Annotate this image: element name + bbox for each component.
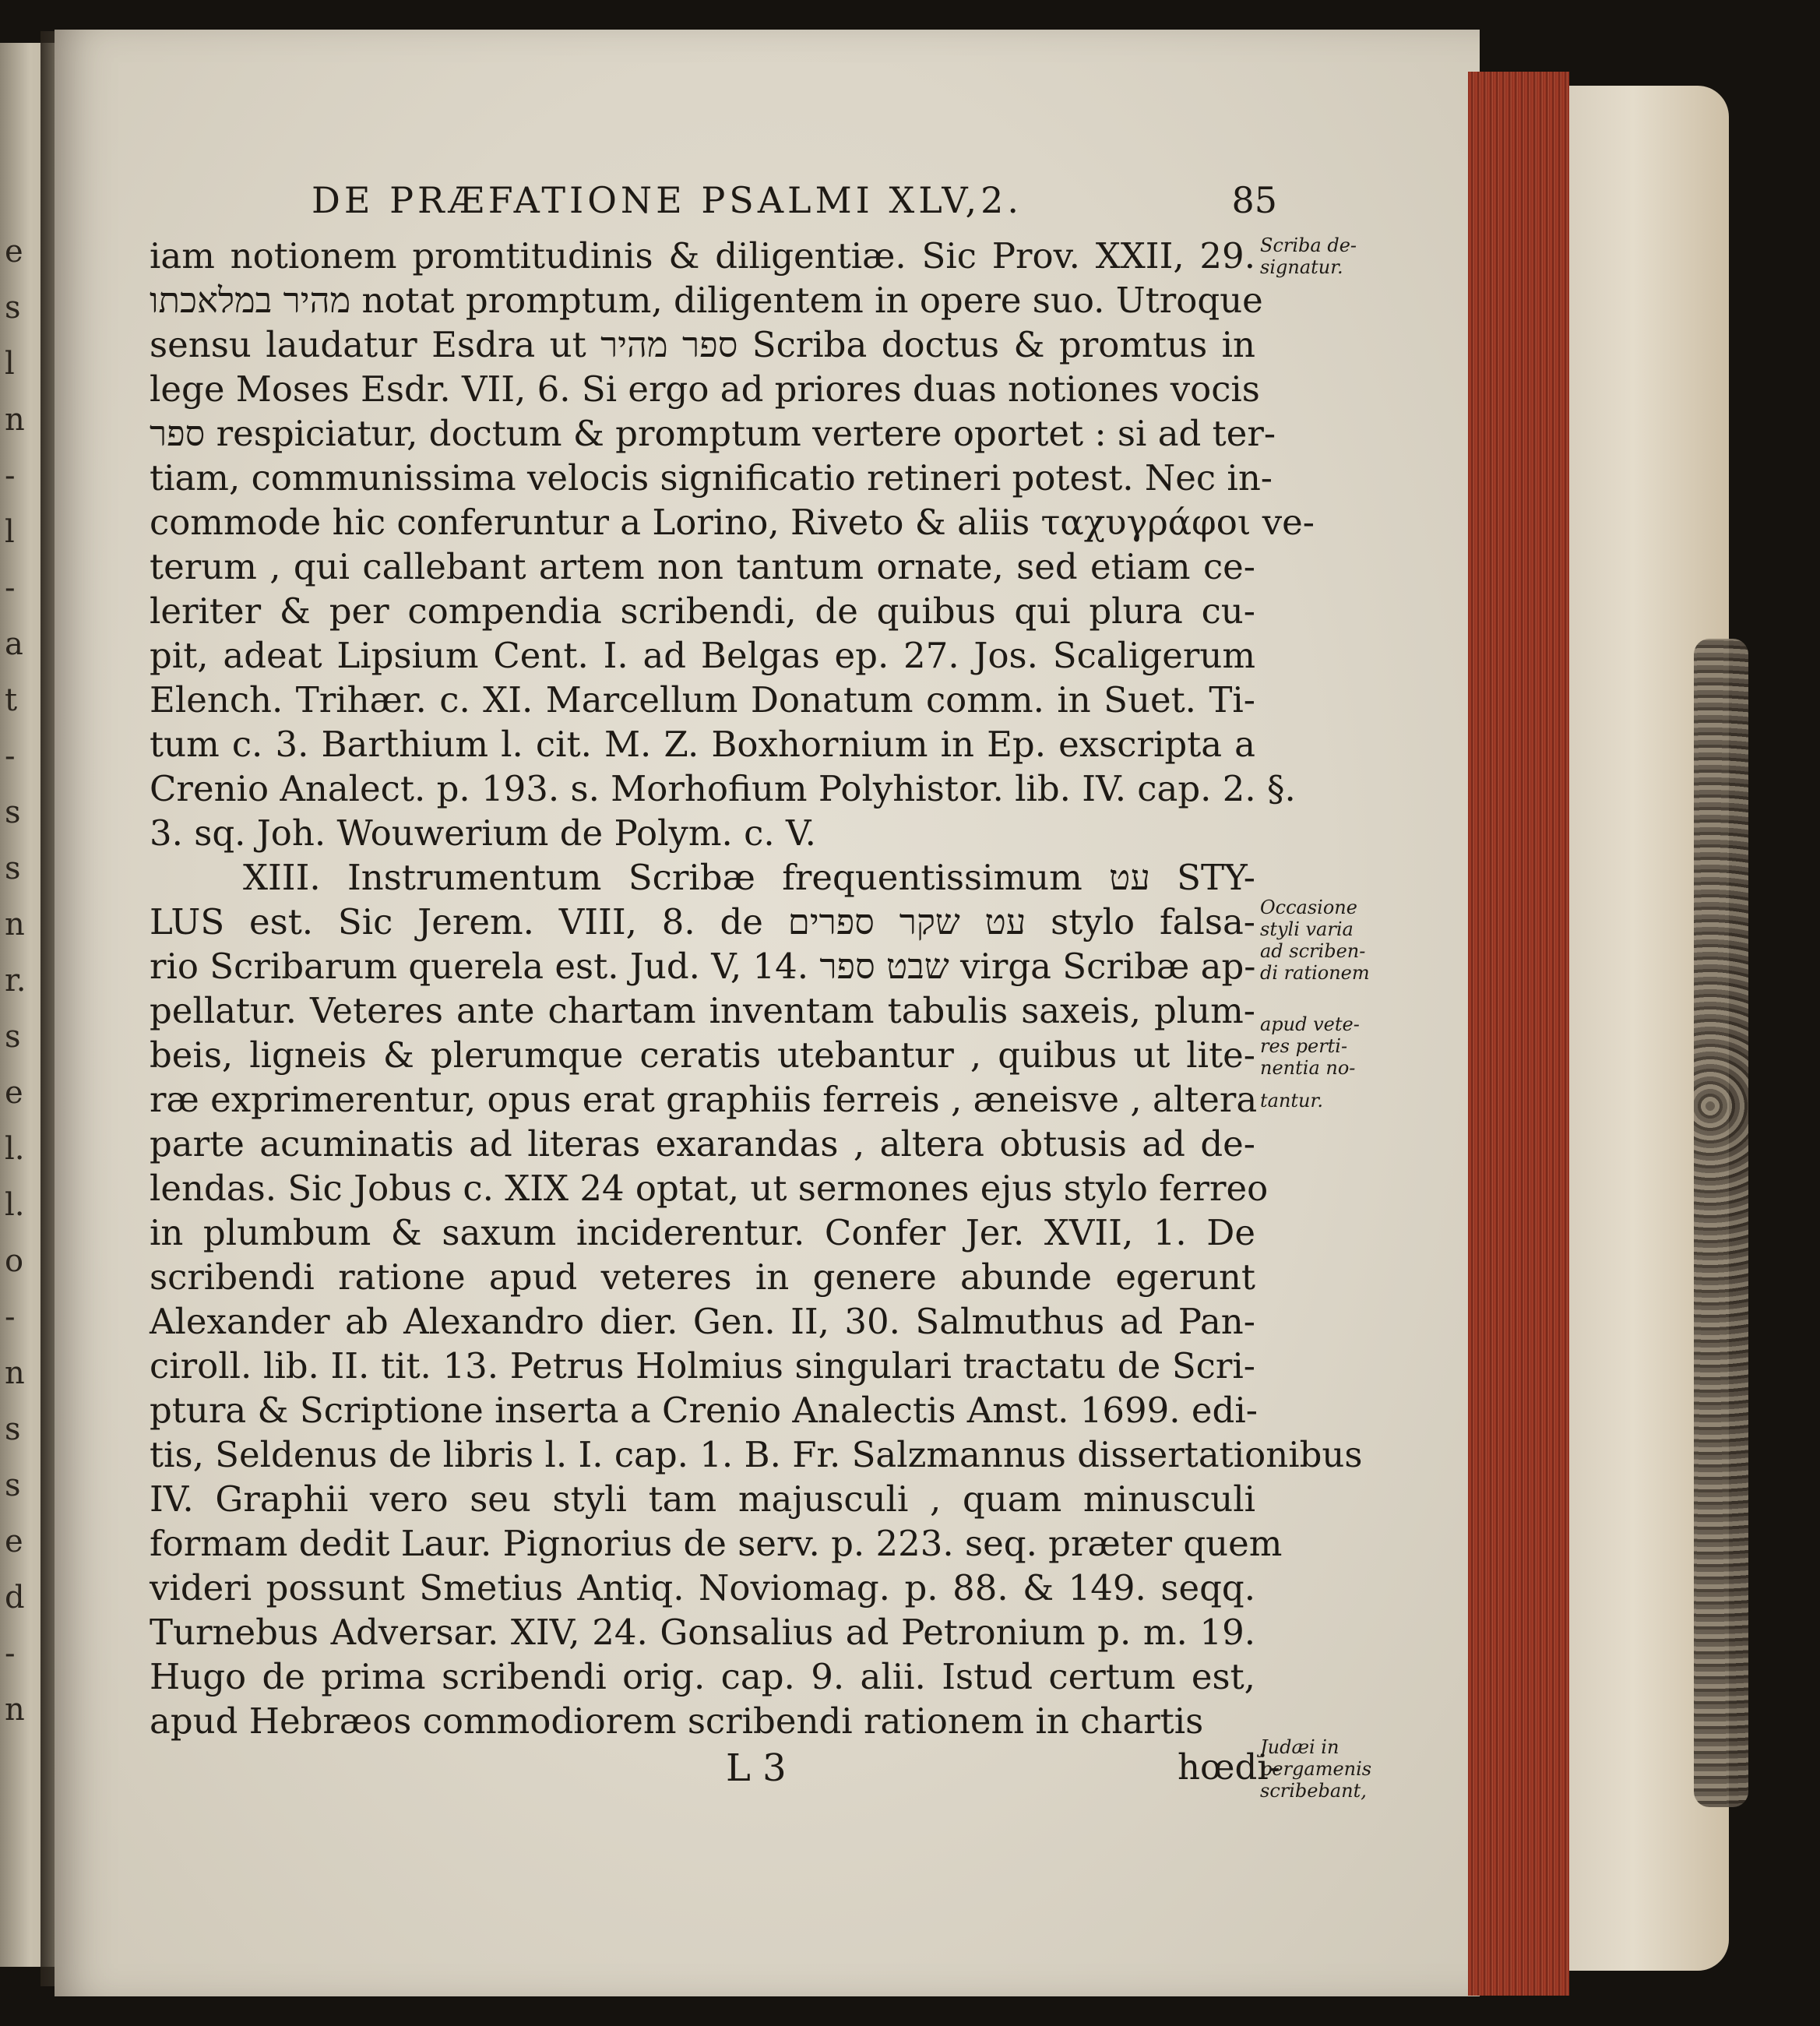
margin-note: Scriba de- — [1260, 234, 1357, 256]
previous-page-letter: s — [5, 290, 21, 326]
text-line: videri possunt Smetius Antiq. Noviomag. p. 88. & 149. seqq. — [150, 1567, 1255, 1608]
page-leaf — [55, 30, 1480, 1996]
text-line: Hugo de prima scribendi orig. cap. 9. alii. Istud certum est, — [150, 1656, 1255, 1697]
margin-note: tantur. — [1260, 1090, 1323, 1112]
previous-page-letter: s — [5, 1019, 21, 1055]
margin-note: Judæi in — [1260, 1736, 1339, 1758]
text-line: tum c. 3. Barthium l. cit. M. Z. Boxhornium in Ep. exscripta a — [150, 724, 1255, 765]
text-line: in plumbum & saxum inciderentur. Confer Jer. XVII, 1. De — [150, 1212, 1255, 1253]
margin-note: Occasione — [1260, 897, 1357, 918]
text-line: tiam, communissima velocis significatio retineri potest. Nec in- — [150, 457, 1273, 499]
previous-page-letter: n — [5, 1355, 25, 1391]
page-number: 85 — [1231, 179, 1277, 221]
previous-page-letter: t — [5, 682, 18, 718]
previous-page-letter: l — [5, 346, 15, 382]
page-edges-red — [1468, 72, 1569, 1996]
text-line: מהיר במלאכתו notat promptum, diligentem in opere suo. Utroque — [150, 280, 1263, 321]
marbled-cover-edge — [1694, 639, 1748, 1807]
text-line: apud Hebræos commodiorem scribendi rationem in chartis — [150, 1700, 1204, 1742]
text-line: ræ exprimerentur, opus erat graphiis ferreis , æneisve , altera — [150, 1079, 1258, 1120]
margin-note: di rationem — [1260, 962, 1370, 984]
page-footer — [150, 1746, 1280, 1793]
signature-mark: L 3 — [726, 1746, 787, 1790]
previous-page-letter: - — [5, 458, 16, 494]
text-line: ספר respiciatur, doctum & promptum vertere oportet : si ad ter- — [150, 413, 1276, 454]
text-line: pit, adeat Lipsium Cent. I. ad Belgas ep. 27. Jos. Scaligerum — [150, 635, 1255, 676]
text-line: XIII. Instrumentum Scribæ frequentissimum עט STY- — [243, 857, 1255, 898]
previous-page-letter: - — [5, 1636, 16, 1672]
text-line: Turnebus Adversar. XIV, 24. Gonsalius ad Petronium p. m. 19. — [150, 1612, 1255, 1653]
text-line: Elench. Trihær. c. XI. Marcellum Donatum comm. in Suet. Ti- — [150, 679, 1255, 721]
previous-page-letter: l. — [5, 1131, 25, 1167]
text-line: terum , qui callebant artem non tantum ornate, sed etiam ce- — [150, 546, 1255, 587]
text-line: leriter & per compendia scribendi, de quibus qui plura cu- — [150, 590, 1255, 632]
previous-page-letter: n — [5, 1692, 25, 1728]
previous-page-letter: e — [5, 234, 23, 270]
margin-note: styli varia — [1260, 918, 1354, 940]
margin-note: scribebant, — [1260, 1780, 1367, 1802]
running-head-title: DE PRÆFATIONE PSALMI XLV,2. — [312, 179, 1023, 221]
previous-page-letter: e — [5, 1075, 23, 1111]
text-line: scribendi ratione apud veteres in genere abunde egerunt — [150, 1256, 1255, 1298]
previous-page-letter: l — [5, 514, 15, 550]
running-header — [312, 179, 1277, 234]
margin-note: signatur. — [1260, 256, 1343, 278]
text-line: sensu laudatur Esdra ut ספר מהיר Scriba doctus & promtus in — [150, 324, 1255, 365]
previous-page-letter: n — [5, 907, 25, 943]
text-line: formam dedit Laur. Pignorius de serv. p. 223. seq. præter quem — [150, 1523, 1283, 1564]
text-line: LUS est. Sic Jerem. VIII, 8. de עט שקר ספרים stylo falsa- — [150, 901, 1255, 943]
previous-page-letter: o — [5, 1243, 24, 1279]
margin-note: apud vete- — [1260, 1013, 1360, 1035]
previous-page-letter: s — [5, 795, 21, 830]
text-line: ptura & Scriptione inserta a Crenio Analectis Amst. 1699. edi- — [150, 1390, 1258, 1431]
text-line: ciroll. lib. II. tit. 13. Petrus Holmius singulari tractatu de Scri- — [150, 1345, 1255, 1386]
text-line: iam notionem promtitudinis & diligentiæ. Sic Prov. XXII, 29. — [150, 235, 1255, 277]
text-line: lendas. Sic Jobus c. XIX 24 optat, ut sermones ejus stylo ferreo — [150, 1168, 1269, 1209]
previous-page-letter: r. — [5, 963, 26, 999]
margin-note: nentia no- — [1260, 1057, 1356, 1079]
previous-page-letter: n — [5, 402, 25, 438]
previous-page-letter: a — [5, 626, 23, 662]
previous-page-letter: e — [5, 1524, 23, 1559]
previous-page-letter: s — [5, 851, 21, 886]
previous-page-letter: s — [5, 1468, 21, 1503]
text-line: tis, Seldenus de libris l. I. cap. 1. B. Fr. Salzmannus dissertationibus — [150, 1434, 1363, 1475]
margin-note: pergamenis — [1260, 1758, 1372, 1780]
text-line: commode hic conferuntur a Lorino, Riveto & aliis ταχυγράφοι ve- — [150, 502, 1315, 543]
text-line: lege Moses Esdr. VII, 6. Si ergo ad priores duas notiones vocis — [150, 368, 1260, 410]
text-line: Alexander ab Alexandro dier. Gen. II, 30. Salmuthus ad Pan- — [150, 1301, 1255, 1342]
text-line: Crenio Analect. p. 193. s. Morhofium Polyhistor. lib. IV. cap. 2. §. — [150, 768, 1296, 809]
previous-page-letter: - — [5, 570, 16, 606]
catchword: hœdi- — [1178, 1746, 1280, 1788]
text-line: IV. Graphii vero seu styli tam majusculi , quam minusculi — [150, 1478, 1255, 1520]
margin-note: ad scriben- — [1260, 940, 1366, 962]
previous-page-letter: l. — [5, 1187, 25, 1223]
previous-page-letter: - — [5, 738, 16, 774]
text-line: beis, ligneis & plerumque ceratis utebantur , quibus ut lite- — [150, 1034, 1255, 1076]
text-line: pellatur. Veteres ante chartam inventam tabulis saxeis, plum- — [150, 990, 1255, 1031]
text-line: parte acuminatis ad literas exarandas , altera obtusis ad de- — [150, 1123, 1255, 1165]
previous-page-letter: s — [5, 1411, 21, 1447]
text-line: 3. sq. Joh. Wouwerium de Polym. c. V. — [150, 812, 816, 854]
previous-page-letter: - — [5, 1299, 16, 1335]
text-line: rio Scribarum querela est. Jud. V, 14. שבט ספר virga Scribæ ap- — [150, 946, 1256, 987]
margin-note: res perti- — [1260, 1035, 1348, 1057]
previous-page-letter: d — [5, 1580, 25, 1616]
